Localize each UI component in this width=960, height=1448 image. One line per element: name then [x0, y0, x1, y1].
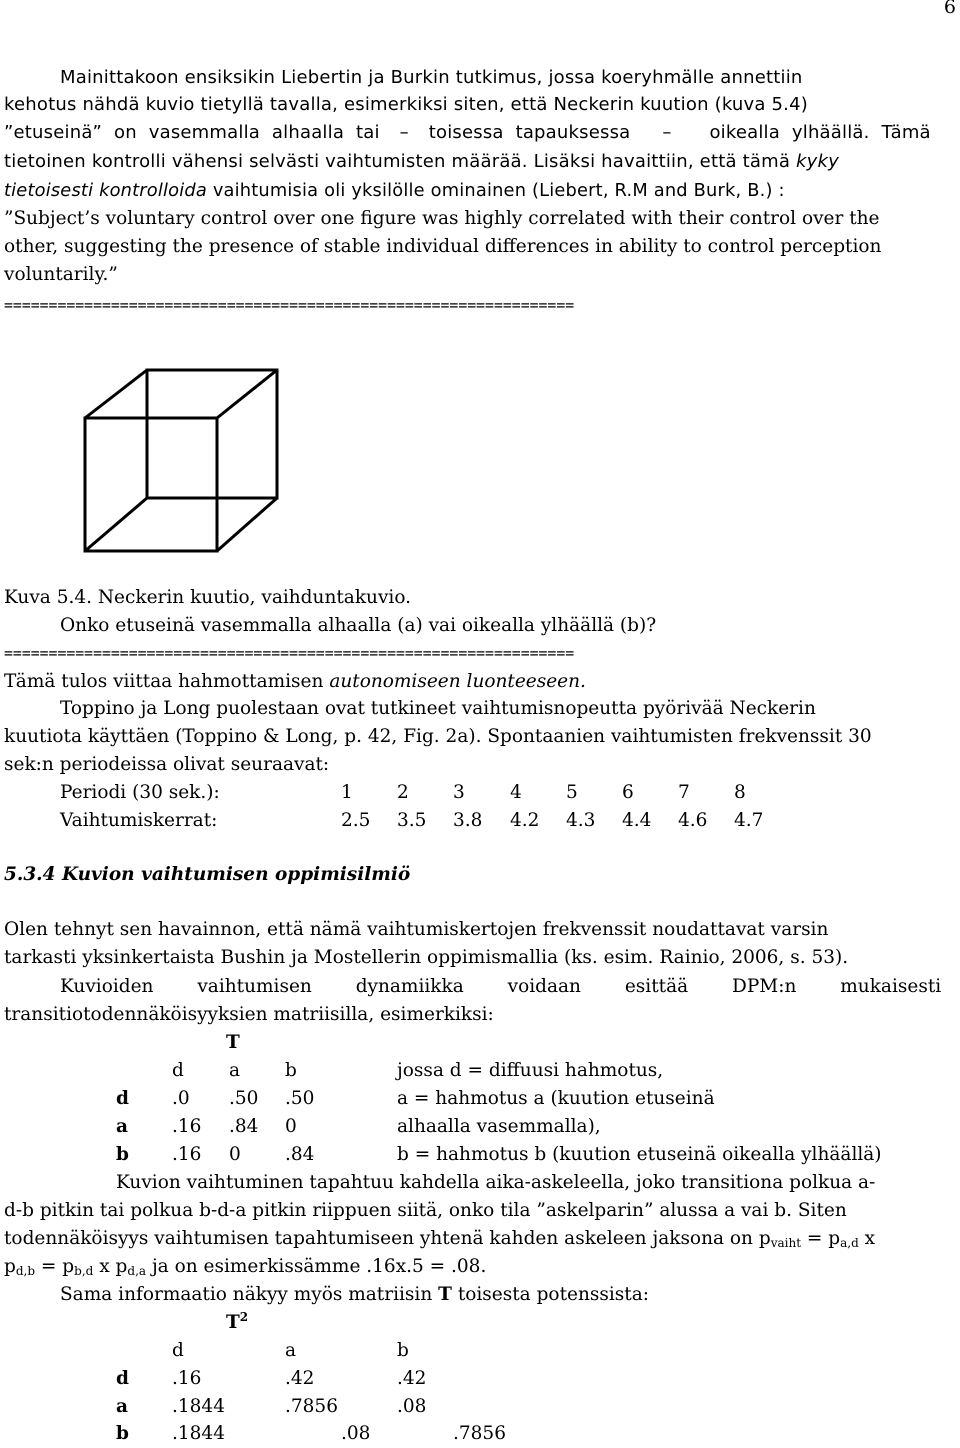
- cube-edge: [217, 370, 277, 418]
- page-number: 6: [943, 0, 956, 18]
- text: Toppino ja Long puolestaan ovat tutkineet vaihtumisnopeutta pyörivää Neckerin: [60, 698, 816, 719]
- para4-line2: d-b pitkin tai polkua b-d-a pitkin riippuen siitä, onko tila ”askelparin” alussa a vai b. Siten: [4, 1200, 847, 1221]
- matrix-t-note: alhaalla vasemmalla),: [397, 1116, 601, 1137]
- para4-line1: Kuvion vaihtuminen tapahtuu kahdella aika-askeleella, joko transitiona polkua a-: [116, 1172, 876, 1193]
- matrix-t2-row-label: b: [116, 1423, 129, 1444]
- period-value: 2: [397, 782, 409, 803]
- emphasis: tietoisesti kontrolloida: [4, 180, 207, 201]
- cube-edge: [85, 370, 147, 418]
- matrix-t-note: jossa d = diffuusi hahmotus,: [397, 1060, 664, 1081]
- matrix-t2-cell: .42: [285, 1368, 315, 1389]
- matrix-t-row-label: a: [116, 1116, 128, 1137]
- result-line: [4, 668, 586, 696]
- matrix-t-cell: 0: [285, 1116, 297, 1137]
- text: todennäköisyys vaihtumisen tapahtumiseen yhtenä kahden askeleen jaksona on: [4, 1228, 753, 1249]
- figure-question: Onko etuseinä vasemmalla alhaalla (a) vai oikealla ylhäällä (b)?: [60, 615, 657, 636]
- count-value: 3.8: [453, 810, 483, 831]
- text: tietoinen kontrolli vähensi selvästi vaihtumisten määrää.: [4, 151, 528, 172]
- symbol: x: [858, 1228, 876, 1249]
- matrix-t-cell: .16: [172, 1144, 202, 1165]
- cube-front-face: [85, 418, 217, 551]
- matrix-t-cell: .84: [229, 1116, 259, 1137]
- para1-line7: other, suggesting the presence of stable individual differences in ability to control perception: [4, 236, 882, 257]
- matrix-t-cell: .84: [285, 1144, 315, 1165]
- count-value: 4.2: [510, 810, 540, 831]
- section-title: 5.3.4 Kuvion vaihtumisen oppimisilmiö: [4, 864, 411, 885]
- matrix-t2-row-label: a: [116, 1396, 128, 1417]
- count-label: Vaihtumiskerrat:: [60, 810, 218, 831]
- matrix-t-note: b = hahmotus b (kuution etuseinä oikealla ylhäällä): [397, 1144, 882, 1165]
- text: toisesta potenssista:: [457, 1284, 649, 1305]
- para1-line2: kehotus nähdä kuvio tietyllä tavalla, esimerkiksi siten, että Neckerin kuution (kuva 5.4): [4, 94, 808, 115]
- para2-line3: sek:n periodeissa olivat seuraavat:: [4, 754, 330, 775]
- count-value: 2.5: [341, 810, 371, 831]
- emphasis: kyky: [796, 151, 839, 172]
- dash: –: [662, 122, 672, 143]
- symbol: = p: [35, 1256, 75, 1277]
- matrix-t-cell: .0: [172, 1088, 190, 1109]
- matrix-t2-cell: .1844: [172, 1396, 225, 1417]
- symbol: = p: [801, 1228, 841, 1249]
- para3-line4: transitiotodennäköisyyksien matriisilla, esimerkiksi:: [4, 1004, 494, 1025]
- text: toisessa tapauksessa: [428, 122, 631, 143]
- cube-edge: [217, 498, 277, 551]
- para5-line: [60, 1281, 649, 1309]
- period-value: 1: [341, 782, 353, 803]
- matrix-t-header: b: [285, 1060, 297, 1081]
- text: Mainittakoon ensiksikin Liebertin ja Burkin tutkimus, jossa koeryhmälle annettiin: [60, 67, 803, 88]
- subscript: d,b: [15, 1264, 36, 1278]
- count-value: 4.6: [678, 810, 708, 831]
- symbol: p: [4, 1256, 16, 1277]
- para4-line3: [4, 1225, 875, 1253]
- matrix-t2-header: b: [397, 1340, 409, 1361]
- matrix-t2-cell: .7856: [285, 1396, 338, 1417]
- para2-line2: kuutiota käyttäen (Toppino & Long, p. 42, Fig. 2a). Spontaanien vaihtumisten frekvenssit 30: [4, 726, 872, 747]
- para3-line3: Kuvioiden vaihtumisen dynamiikka voidaan esittää DPM:n mukaisesti: [60, 976, 942, 997]
- matrix-t2-cell: .42: [397, 1368, 427, 1389]
- matrix-t2-cell: .1844: [172, 1423, 225, 1444]
- dash: –: [399, 122, 409, 143]
- text: Sama informaatio näkyy myös matriisin: [60, 1284, 433, 1305]
- para1-line1: [60, 64, 956, 92]
- text: ja on esimerkissämme .16x.5 = .08.: [151, 1256, 487, 1277]
- emphasis: autonomiseen luonteeseen.: [329, 671, 586, 692]
- subscript: b,d: [74, 1264, 94, 1278]
- subscript: vaiht: [770, 1236, 802, 1250]
- period-value: 7: [678, 782, 690, 803]
- para3-line1: [4, 916, 956, 944]
- para1-line8: voluntarily.”: [4, 264, 118, 285]
- separator-line: ================================================================: [4, 645, 575, 662]
- para1-line4: [4, 148, 839, 176]
- symbol: x: [93, 1256, 110, 1277]
- text: ”etuseinä” on vasemmalla alhaalla tai: [4, 122, 380, 143]
- para1-line3: [4, 119, 931, 147]
- cube-edge: [85, 498, 147, 551]
- matrix-t-cell: 0: [229, 1144, 241, 1165]
- para1-line5: [4, 177, 785, 205]
- para3-line2: tarkasti yksinkertaista Bushin ja Mostellerin oppimismallia (ks. esim. Rainio, 2006, s. 53).: [4, 947, 849, 968]
- count-value: 4.4: [622, 810, 652, 831]
- figure-caption: Kuva 5.4. Neckerin kuutio, vaihduntakuvio.: [4, 587, 412, 608]
- exponent: 2: [239, 1310, 249, 1324]
- matrix-t2-header: d: [172, 1340, 184, 1361]
- period-value: 6: [622, 782, 634, 803]
- separator-line: ================================================================: [4, 297, 575, 314]
- matrix-t2-cell: .08: [397, 1396, 427, 1417]
- bold-symbol: T: [438, 1284, 452, 1305]
- matrix-t2-header: a: [285, 1340, 297, 1361]
- para4-line4: [4, 1253, 486, 1281]
- text: Lisäksi havaittiin, että tämä: [533, 151, 791, 172]
- formula: [759, 1228, 875, 1249]
- subscript: d,a: [127, 1264, 147, 1278]
- count-value: 3.5: [397, 810, 427, 831]
- matrix-t-title: T: [226, 1032, 240, 1053]
- text: Tämä tulos viittaa hahmottamisen: [4, 671, 324, 692]
- period-value: 4: [510, 782, 522, 803]
- count-value: 4.7: [734, 810, 764, 831]
- matrix-t-header: d: [172, 1060, 184, 1081]
- matrix-t2-cell: .7856: [453, 1423, 506, 1444]
- para2-line1: [60, 695, 956, 723]
- matrix-t-row-label: d: [116, 1088, 129, 1109]
- text: vaihtumisia oli yksilölle ominainen (Liebert, R.M and Burk, B.) :: [212, 180, 785, 201]
- matrix-t2-title: [226, 1309, 248, 1337]
- period-value: 5: [566, 782, 578, 803]
- para1-line6: ”Subject’s voluntary control over one figure was highly correlated with their control over the: [4, 208, 880, 229]
- subscript: a,d: [840, 1236, 859, 1250]
- matrix-t-cell: .16: [172, 1116, 202, 1137]
- matrix-t-cell: .50: [229, 1088, 259, 1109]
- cube-back-face: [147, 370, 277, 498]
- period-value: 8: [734, 782, 746, 803]
- symbol: p: [115, 1256, 128, 1277]
- matrix-t2-cell: .08: [341, 1423, 371, 1444]
- matrix-t2-row-label: d: [116, 1368, 129, 1389]
- matrix-t-cell: .50: [285, 1088, 315, 1109]
- matrix-t-header: a: [229, 1060, 241, 1081]
- symbol: p: [758, 1228, 771, 1249]
- matrix-t2-cell: .16: [172, 1368, 202, 1389]
- period-label: Periodi (30 sek.):: [60, 782, 220, 803]
- text: oikealla ylhäällä. Tämä: [709, 122, 931, 143]
- text: Olen tehnyt sen havainnon, että nämä vaihtumiskertojen frekvenssit noudattavat varsin: [4, 919, 829, 940]
- matrix-t-row-label: b: [116, 1144, 129, 1165]
- period-value: 3: [453, 782, 465, 803]
- matrix-t-note: a = hahmotus a (kuution etuseinä: [397, 1088, 715, 1109]
- count-value: 4.3: [566, 810, 596, 831]
- symbol: T: [226, 1312, 240, 1333]
